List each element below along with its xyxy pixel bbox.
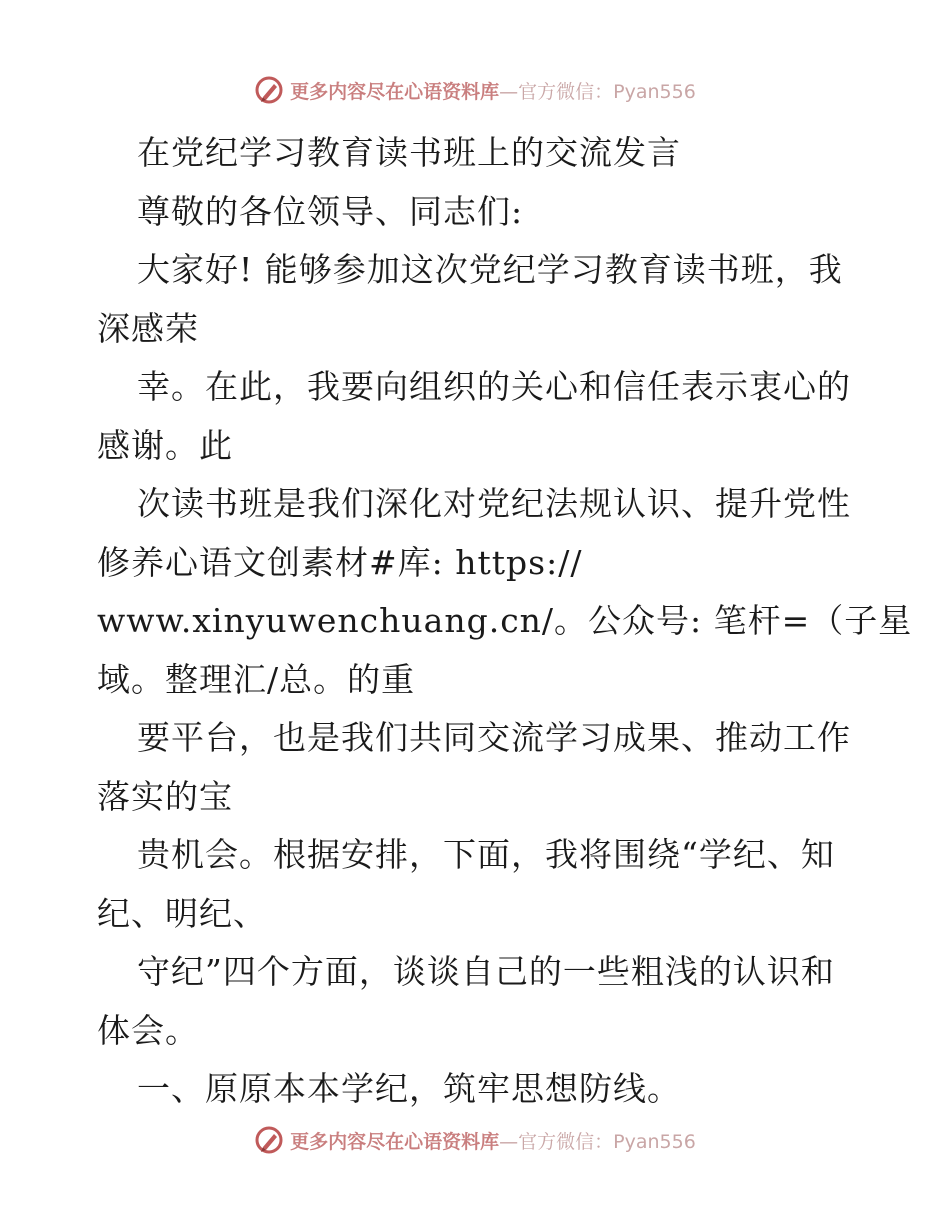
footer-watermark	[0, 1120, 950, 1160]
pen-logo-icon	[254, 75, 284, 105]
paragraph-line: 纪、明纪、	[97, 893, 267, 933]
paragraph-line: 要平台，也是我们共同交流学习成果、推动工作	[137, 718, 851, 757]
paragraph-line: 域。整理汇/总。的重	[97, 659, 416, 699]
paragraph-line: 感谢。此	[97, 425, 233, 465]
paragraph-line: 修养心语文创素材#库: https://	[97, 542, 583, 582]
paragraph-line: 贵机会。根据安排，下面，我将围绕“学纪、知	[137, 835, 835, 874]
pen-logo-icon	[254, 1125, 284, 1155]
paragraph-line: 落实的宝	[97, 776, 233, 816]
paragraph-line: 次读书班是我们深化对党纪法规认识、提升党性	[137, 484, 851, 523]
watermark-brand: 更多内容尽在心语资料库	[290, 80, 500, 103]
watermark-dash: —	[499, 1130, 519, 1153]
paragraph-line: 大家好! 能够参加这次党纪学习教育读书班，我	[137, 250, 843, 289]
salutation: 尊敬的各位领导、同志们:	[137, 191, 524, 231]
document-body	[97, 124, 913, 1119]
watermark-text	[290, 1127, 696, 1154]
document-title: 在党纪学习教育读书班上的交流发言	[137, 133, 681, 172]
paragraph-line: www.xinyuwenchuang.cn/。公众号: 笔杆=（子星	[97, 601, 913, 640]
paragraph-line: 体会。	[97, 1010, 199, 1050]
section-heading: 一、原原本本学纪，筑牢思想防线。	[137, 1069, 681, 1108]
paragraph-line: 幸。在此，我要向组织的关心和信任表示衷心的	[137, 367, 851, 406]
paragraph-line: 守纪”四个方面，谈谈自己的一些粗浅的认识和	[137, 952, 835, 991]
header-watermark	[0, 70, 950, 110]
watermark-contact: 官方微信：Pyan556	[518, 80, 696, 103]
watermark-brand: 更多内容尽在心语资料库	[290, 1130, 500, 1153]
watermark-contact: 官方微信：Pyan556	[518, 1130, 696, 1153]
paragraph-line: 深感荣	[97, 308, 199, 348]
watermark-text	[290, 77, 696, 104]
watermark-dash: —	[499, 80, 519, 103]
